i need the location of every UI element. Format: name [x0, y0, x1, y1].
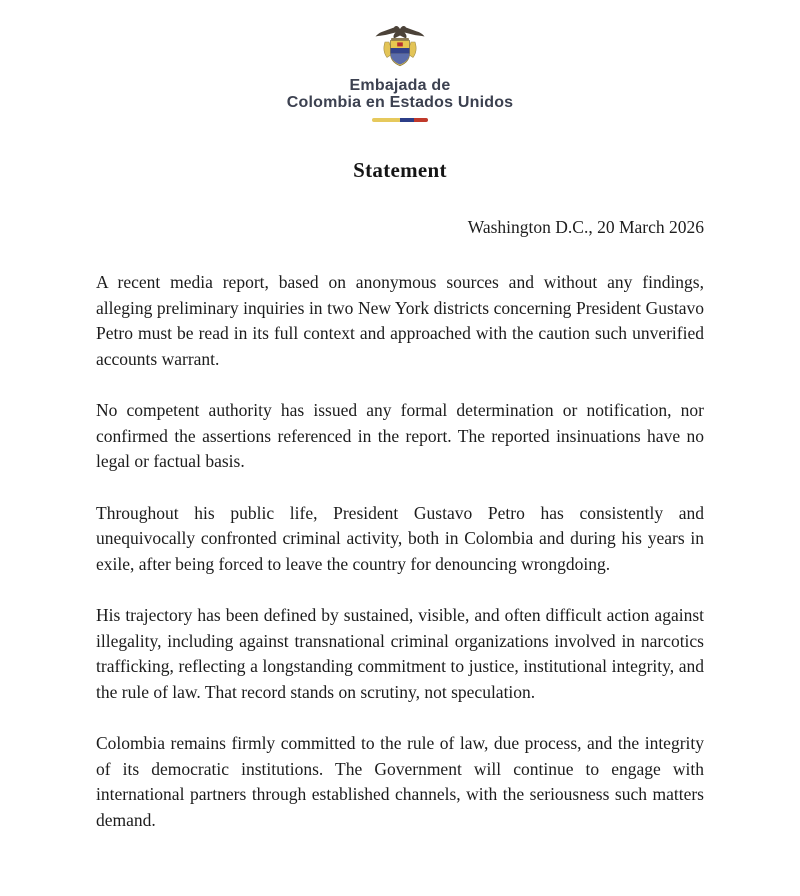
embassy-name: [0, 77, 800, 111]
dateline: Washington D.C., 20 March 2026: [467, 217, 704, 237]
embassy-name-line2: Colombia en Estados Unidos: [286, 94, 514, 111]
statement-paragraph-2: No competent authority has issued any formal determination or notification, nor confirmed the assertions referenced in the report. The reported insinuations have no legal or factual basis.: [96, 400, 704, 471]
statement-paragraph-1: A recent media report, based on anonymous sources and without any findings, alleging preliminary inquiries in two New York districts concerning President Gustavo Petro must be read in its full context and approached with the caution such unverified accounts warrant.: [96, 272, 704, 369]
embassy-letterhead: [0, 0, 800, 122]
colombia-flag-bar-icon: [372, 118, 428, 122]
flag-blue-stripe: [400, 118, 414, 122]
statement-paragraph-3: Throughout his public life, President Gustavo Petro has consistently and unequivocally confronted criminal activity, both in Colombia and during his years in exile, after being forced to leave the country for denouncing wrongdoing.: [96, 502, 704, 574]
embassy-name-line1: Embajada de: [349, 77, 451, 94]
document-title: Statement: [353, 158, 447, 182]
flag-yellow-stripe: [372, 118, 400, 122]
colombia-coat-of-arms-icon: [374, 22, 426, 68]
statement-paragraphs: [96, 270, 704, 833]
flag-red-stripe: [414, 118, 428, 122]
statement-paragraph-4: His trajectory has been defined by sustained, visible, and often difficult action against illegality, including against transnational criminal organizations involved in narcotics trafficking, reflecting a longstanding commitment to justice, institutional integrity, and the rule of law. That record stands on scrutiny, not speculation.: [96, 605, 704, 702]
document-body: [96, 217, 704, 833]
statement-paragraph-5: Colombia remains firmly committed to the rule of law, due process, and the integrity of its democratic institutions. The Government will continue to engage with international partners through established channels, with the seriousness such matters demand.: [96, 733, 704, 830]
